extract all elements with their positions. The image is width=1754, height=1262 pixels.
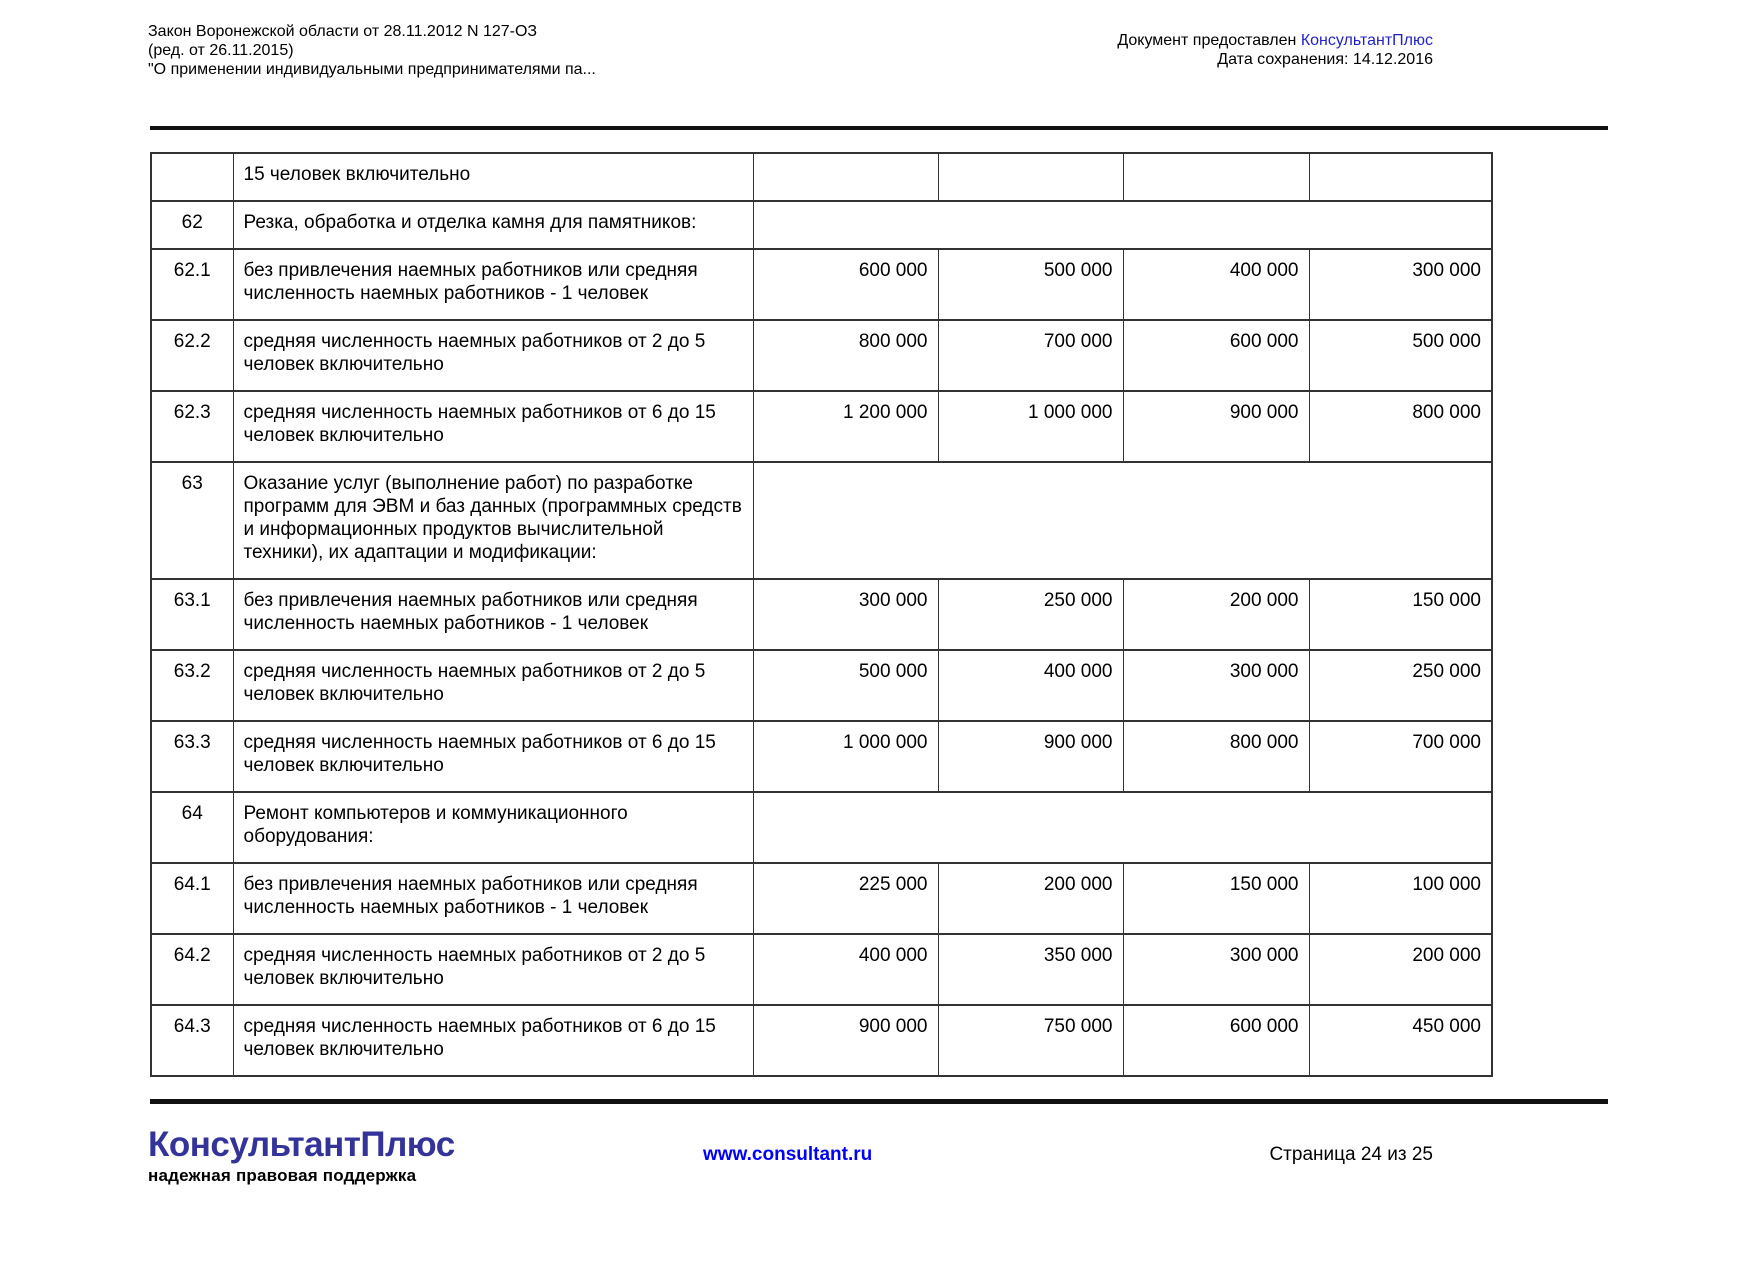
site-link[interactable]: www.consultant.ru bbox=[703, 1144, 873, 1165]
description-cell: Оказание услуг (выполнение работ) по разработке программ для ЭВМ и баз данных (программных средств и информационных продуктов вычислительной техники), их адаптации и модификации: bbox=[233, 462, 753, 579]
table-row bbox=[151, 201, 1492, 249]
value-cell: 500 000 bbox=[1309, 320, 1492, 391]
row-number-cell: 64 bbox=[151, 792, 233, 863]
doc-title-line1: Закон Воронежской области от 28.11.2012 N 127-ОЗ bbox=[148, 23, 538, 40]
value-cell: 800 000 bbox=[1309, 391, 1492, 462]
table-row bbox=[151, 863, 1492, 934]
horizontal-rule-top bbox=[150, 126, 1608, 130]
value-cell: 150 000 bbox=[1123, 863, 1309, 934]
doc-header bbox=[148, 22, 1433, 79]
value-cell: 100 000 bbox=[1309, 863, 1492, 934]
value-cell: 900 000 bbox=[753, 1005, 938, 1076]
value-cell: 300 000 bbox=[1309, 249, 1492, 320]
table-row bbox=[151, 792, 1492, 863]
value-cell: 150 000 bbox=[1309, 579, 1492, 650]
table-row bbox=[151, 153, 1492, 201]
value-cell: 350 000 bbox=[938, 934, 1123, 1005]
value-cell: 200 000 bbox=[938, 863, 1123, 934]
row-number-cell: 63.1 bbox=[151, 579, 233, 650]
table-row bbox=[151, 934, 1492, 1005]
value-cell: 400 000 bbox=[753, 934, 938, 1005]
row-number-cell: 63.2 bbox=[151, 650, 233, 721]
description-cell: без привлечения наемных работников или средняя численность наемных работников - 1 человек bbox=[233, 249, 753, 320]
value-cell: 225 000 bbox=[753, 863, 938, 934]
table-row bbox=[151, 249, 1492, 320]
value-cell: 250 000 bbox=[1309, 650, 1492, 721]
description-cell: средняя численность наемных работников от 2 до 5 человек включительно bbox=[233, 650, 753, 721]
value-cell: 800 000 bbox=[1123, 721, 1309, 792]
doc-title bbox=[148, 22, 596, 79]
row-number-cell: 63.3 bbox=[151, 721, 233, 792]
value-cell: 250 000 bbox=[938, 579, 1123, 650]
value-cell: 600 000 bbox=[1123, 1005, 1309, 1076]
value-cell bbox=[938, 153, 1123, 201]
table-row bbox=[151, 721, 1492, 792]
row-number-cell bbox=[151, 153, 233, 201]
value-cell: 300 000 bbox=[753, 579, 938, 650]
row-number-cell: 64.3 bbox=[151, 1005, 233, 1076]
consultantplus-logo bbox=[148, 1127, 455, 1186]
page-footer bbox=[0, 1127, 1754, 1217]
row-number-cell: 62 bbox=[151, 201, 233, 249]
value-cell: 500 000 bbox=[753, 650, 938, 721]
value-cell: 200 000 bbox=[1123, 579, 1309, 650]
value-cell: 1 000 000 bbox=[753, 721, 938, 792]
value-cell: 1 000 000 bbox=[938, 391, 1123, 462]
table-row bbox=[151, 650, 1492, 721]
description-cell: средняя численность наемных работников от 6 до 15 человек включительно bbox=[233, 721, 753, 792]
value-cell: 300 000 bbox=[1123, 650, 1309, 721]
value-cell: 600 000 bbox=[753, 249, 938, 320]
table-row bbox=[151, 391, 1492, 462]
horizontal-rule-bottom bbox=[150, 1099, 1608, 1104]
merged-empty-cell bbox=[753, 792, 1492, 863]
provided-by-line bbox=[1117, 31, 1433, 50]
doc-title-line2: (ред. от 26.11.2015) bbox=[148, 42, 294, 59]
value-cell: 1 200 000 bbox=[753, 391, 938, 462]
value-cell: 450 000 bbox=[1309, 1005, 1492, 1076]
value-cell: 600 000 bbox=[1123, 320, 1309, 391]
description-cell: 15 человек включительно bbox=[233, 153, 753, 201]
description-cell: средняя численность наемных работников от 6 до 15 человек включительно bbox=[233, 391, 753, 462]
doc-provenance bbox=[1117, 22, 1433, 79]
value-cell: 200 000 bbox=[1309, 934, 1492, 1005]
row-number-cell: 64.1 bbox=[151, 863, 233, 934]
doc-title-line3: "О применении индивидуальными предпринимателями па... bbox=[148, 61, 596, 78]
row-number-cell: 62.2 bbox=[151, 320, 233, 391]
value-cell bbox=[1123, 153, 1309, 201]
description-cell: без привлечения наемных работников или средняя численность наемных работников - 1 человек bbox=[233, 579, 753, 650]
value-cell bbox=[753, 153, 938, 201]
page-indicator: Страница 24 из 25 bbox=[1269, 1144, 1433, 1165]
table-row bbox=[151, 320, 1492, 391]
logo-tagline: надежная правовая поддержка bbox=[148, 1166, 417, 1185]
patent-rate-table bbox=[150, 152, 1493, 1077]
table-row bbox=[151, 462, 1492, 579]
value-cell bbox=[1309, 153, 1492, 201]
description-cell: без привлечения наемных работников или средняя численность наемных работников - 1 человек bbox=[233, 863, 753, 934]
value-cell: 400 000 bbox=[1123, 249, 1309, 320]
description-cell: средняя численность наемных работников от 6 до 15 человек включительно bbox=[233, 1005, 753, 1076]
value-cell: 900 000 bbox=[938, 721, 1123, 792]
merged-empty-cell bbox=[753, 462, 1492, 579]
value-cell: 400 000 bbox=[938, 650, 1123, 721]
table-row bbox=[151, 1005, 1492, 1076]
provided-by-label: Документ предоставлен bbox=[1117, 32, 1301, 49]
description-cell: Резка, обработка и отделка камня для памятников: bbox=[233, 201, 753, 249]
description-cell: средняя численность наемных работников от 2 до 5 человек включительно bbox=[233, 320, 753, 391]
value-cell: 300 000 bbox=[1123, 934, 1309, 1005]
value-cell: 700 000 bbox=[938, 320, 1123, 391]
description-cell: средняя численность наемных работников от 2 до 5 человек включительно bbox=[233, 934, 753, 1005]
description-cell: Ремонт компьютеров и коммуникационного оборудования: bbox=[233, 792, 753, 863]
table-row bbox=[151, 579, 1492, 650]
row-number-cell: 62.3 bbox=[151, 391, 233, 462]
row-number-cell: 63 bbox=[151, 462, 233, 579]
save-date: Дата сохранения: 14.12.2016 bbox=[1217, 51, 1433, 68]
merged-empty-cell bbox=[753, 201, 1492, 249]
value-cell: 500 000 bbox=[938, 249, 1123, 320]
logo-wordmark: КонсультантПлюс bbox=[148, 1125, 455, 1164]
value-cell: 700 000 bbox=[1309, 721, 1492, 792]
value-cell: 750 000 bbox=[938, 1005, 1123, 1076]
consultantplus-link[interactable]: КонсультантПлюс bbox=[1300, 32, 1433, 49]
value-cell: 900 000 bbox=[1123, 391, 1309, 462]
row-number-cell: 64.2 bbox=[151, 934, 233, 1005]
value-cell: 800 000 bbox=[753, 320, 938, 391]
row-number-cell: 62.1 bbox=[151, 249, 233, 320]
document-page bbox=[0, 22, 1754, 1262]
